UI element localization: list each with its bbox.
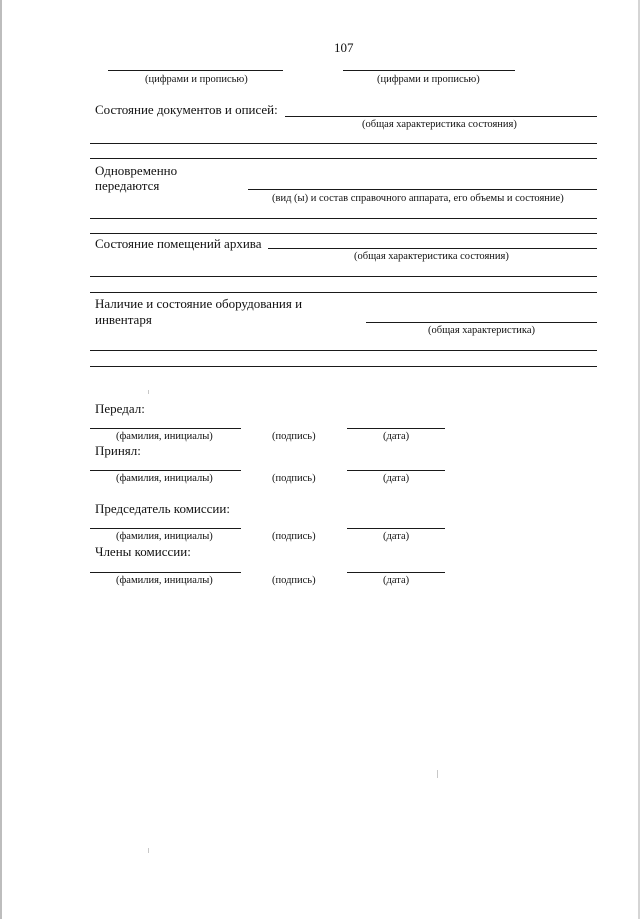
scan-edge-left (0, 0, 2, 919)
documents-state-caption: (общая характеристика состояния) (362, 119, 517, 130)
received-date-caption: (дата) (383, 473, 410, 484)
chairman-name-caption: (фамилия, инициалы) (116, 531, 213, 542)
scan-speck (148, 390, 149, 394)
chairman-date-caption: (дата) (383, 531, 410, 542)
scan-speck (148, 848, 149, 853)
fill-line-equipment-2 (90, 350, 597, 351)
fill-line-documents-state-3 (90, 158, 597, 159)
fill-line-premises-3 (90, 292, 597, 293)
fill-line-reference-3 (90, 233, 597, 234)
members-name-line (90, 572, 241, 573)
equipment-label-line1: Наличие и состояние оборудования и (95, 296, 303, 311)
transferred-date-line (347, 428, 445, 429)
equipment-label-line2: инвентаря (95, 312, 152, 327)
caption-amount-right: (цифрами и прописью) (377, 74, 480, 85)
fill-line-amount-left (108, 70, 283, 71)
received-name-line (90, 470, 241, 471)
members-signature-caption: (подпись) (272, 575, 316, 586)
fill-line-documents-state (285, 116, 597, 117)
members-label: Члены комиссии: (95, 544, 191, 559)
transferred-signature-caption: (подпись) (272, 431, 316, 442)
members-date-caption: (дата) (383, 575, 410, 586)
chairman-date-line (347, 528, 445, 529)
chairman-signature-caption: (подпись) (272, 531, 316, 542)
fill-line-documents-state-2 (90, 143, 597, 144)
caption-amount-left: (цифрами и прописью) (145, 74, 248, 85)
fill-line-reference-2 (90, 218, 597, 219)
members-name-caption: (фамилия, инициалы) (116, 575, 213, 586)
documents-state-label: Состояние документов и описей: (95, 102, 278, 117)
transferred-date-caption: (дата) (383, 431, 410, 442)
chairman-name-line (90, 528, 241, 529)
fill-line-equipment-3 (90, 366, 597, 367)
page-number: 107 (334, 40, 354, 55)
premises-label: Состояние помещений архива (95, 236, 262, 251)
received-date-line (347, 470, 445, 471)
transferred-label: Передал: (95, 401, 145, 416)
reference-label-line2: передаются (95, 178, 160, 193)
fill-line-equipment (366, 322, 597, 323)
transferred-name-line (90, 428, 241, 429)
received-label: Принял: (95, 443, 141, 458)
fill-line-amount-right (343, 70, 515, 71)
members-date-line (347, 572, 445, 573)
transferred-name-caption: (фамилия, инициалы) (116, 431, 213, 442)
fill-line-reference (248, 189, 597, 190)
chairman-label: Председатель комиссии: (95, 501, 230, 516)
received-name-caption: (фамилия, инициалы) (116, 473, 213, 484)
fill-line-premises (268, 248, 597, 249)
fill-line-premises-2 (90, 276, 597, 277)
reference-caption: (вид (ы) и состав справочного аппарата, его объемы и состояние) (272, 193, 564, 204)
received-signature-caption: (подпись) (272, 473, 316, 484)
reference-label-line1: Одновременно (95, 163, 178, 178)
scan-speck (437, 770, 438, 778)
premises-caption: (общая характеристика состояния) (354, 251, 509, 262)
equipment-caption: (общая характеристика) (428, 325, 536, 336)
